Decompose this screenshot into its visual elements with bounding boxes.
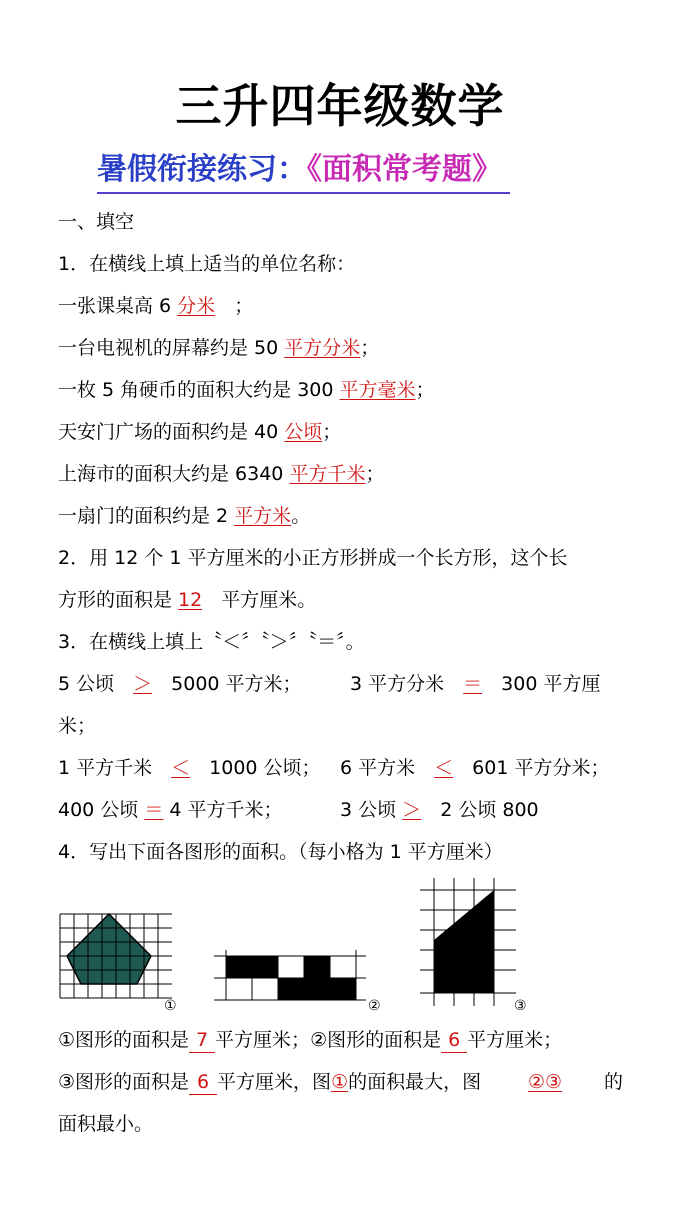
figure-3-label: ③: [514, 998, 527, 1014]
q4-answer-line3: 面积最小。: [58, 1113, 154, 1135]
q3-prompt: 3．在横线上填上〝＜〞〝＞〞〝＝〞。: [58, 631, 365, 653]
section-heading: 一、填空: [58, 211, 135, 233]
answer: 公顷: [284, 421, 323, 443]
q4-answer-line2: ③图形的面积是 6 平方厘米，图①的面积最大，图: [58, 1071, 482, 1093]
answer: 平方米: [234, 505, 292, 527]
answer: ＞: [133, 673, 153, 695]
figure-3-shape: [434, 890, 494, 993]
q2-line2: 方形的面积是 12 平方厘米。: [58, 589, 317, 611]
q4-answer-line1: ①图形的面积是 7 平方厘米；②图形的面积是 6 平方厘米；: [58, 1029, 563, 1051]
q2-line1: 2．用 12 个 1 平方厘米的小正方形拼成一个长方形，这个长: [58, 547, 568, 569]
figure-1-shape: [67, 914, 151, 984]
q1-item: 一枚 5 角硬币的面积大约是 300 平方毫米；: [58, 379, 435, 401]
answer: 12: [178, 589, 203, 611]
answer: 平方千米: [289, 463, 366, 485]
q1-item: 一台电视机的屏幕约是 50 平方分米；: [58, 337, 380, 359]
q4-answer-smallest: [528, 1068, 562, 1096]
answer: ②③: [528, 1071, 563, 1093]
answer: 6: [189, 1070, 217, 1095]
q3-compare: 3 平方分米 ＝ 300 平方厘: [350, 673, 601, 695]
answer: ＞: [402, 799, 422, 821]
answer: ＜: [171, 757, 191, 779]
answer: ＝: [463, 673, 483, 695]
figure-2-label: ②: [368, 998, 381, 1014]
answer: ＜: [434, 757, 454, 779]
q3-compare: 400 公顷 ＝ 4 平方千米；: [58, 799, 283, 821]
q1-prompt: 1．在横线上填上适当的单位名称：: [58, 253, 356, 275]
answer: ①: [331, 1071, 349, 1093]
figure-1-label: ①: [164, 998, 177, 1014]
answer: 平方毫米: [339, 379, 416, 401]
q3-compare: 6 平方米 ＜ 601 平方分米；: [340, 757, 610, 779]
answer: 分米: [177, 295, 216, 317]
q1-item: 一扇门的面积约是 2 平方米。: [58, 505, 311, 527]
subtitle-part2: 《面积常考题》: [307, 152, 502, 187]
q1-item: 一张课桌高 6 分米 ；: [58, 295, 254, 317]
q4-prompt: 4．写出下面各图形的面积。（每小格为 1 平方厘米）: [58, 841, 503, 863]
q3-compare: 3 公顷 ＞ 2 公顷 800: [340, 799, 539, 821]
q3-wrap: 米；: [58, 715, 97, 737]
q3-compare: 1 平方千米 ＜ 1000 公顷；: [58, 757, 321, 779]
q3-compare: 5 公顷 ＞ 5000 平方米；: [58, 673, 302, 695]
q1-item: 上海市的面积大约是 6340 平方千米；: [58, 463, 385, 485]
figure-1-grid-overlay: [60, 914, 172, 998]
page-title: 三升四年级数学: [175, 79, 505, 133]
answer: 7: [189, 1028, 215, 1053]
answer: 平方分米: [284, 337, 361, 359]
q1-item: 天安门广场的面积约是 40 公顷；: [58, 421, 342, 443]
answer: ＝: [144, 799, 164, 821]
subtitle-part1: 暑假衔接练习：: [97, 152, 307, 187]
answer: 6: [441, 1028, 467, 1053]
q4-answer-tail: 的: [604, 1071, 624, 1093]
